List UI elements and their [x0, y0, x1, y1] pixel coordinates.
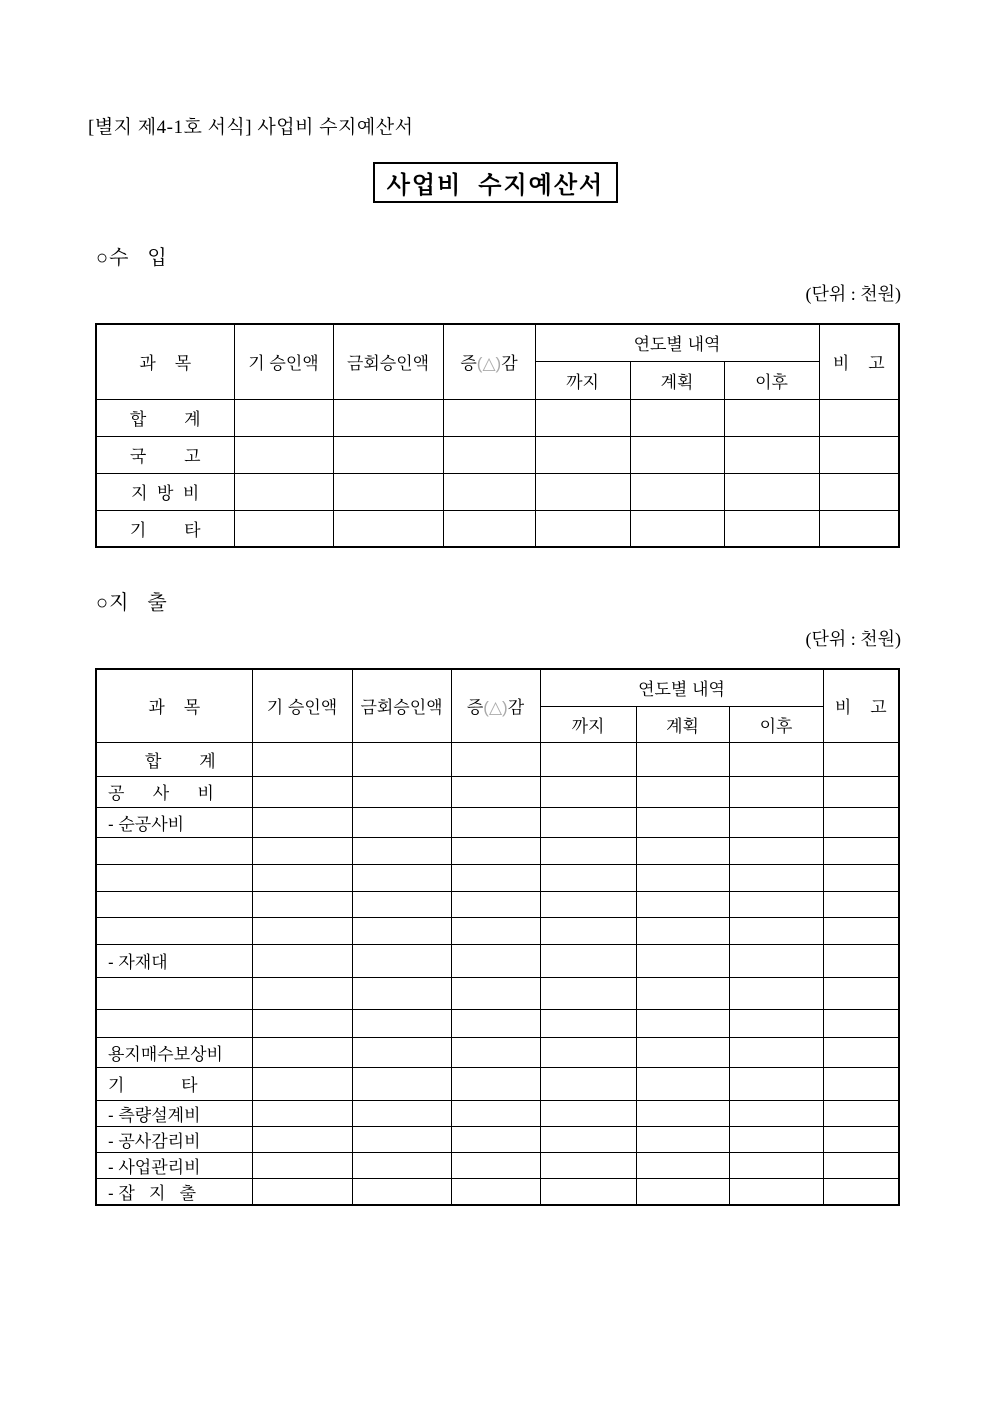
empty-cell — [252, 944, 352, 977]
empty-cell — [636, 837, 729, 864]
empty-cell — [636, 917, 729, 944]
empty-cell — [823, 917, 899, 944]
empty-cell — [540, 1067, 636, 1100]
empty-cell — [443, 510, 535, 547]
table-row — [96, 1037, 899, 1067]
table-row — [96, 1178, 899, 1205]
change-label-post: 감 — [507, 698, 525, 718]
table-row — [96, 473, 899, 510]
empty-cell — [636, 742, 729, 776]
empty-cell — [451, 1100, 540, 1126]
change-label-pre: 증 — [466, 698, 484, 718]
empty-cell — [729, 1126, 823, 1152]
row-label-materials: - 자재대 — [96, 944, 252, 977]
empty-cell — [451, 1037, 540, 1067]
form-reference: [별지 제4-1호 서식] 사업비 수지예산서 — [88, 117, 414, 138]
expense-header-change — [451, 669, 540, 742]
empty-cell — [352, 864, 451, 891]
change-triangle-mark: (△) — [476, 354, 502, 374]
empty-cell — [540, 891, 636, 917]
empty-cell — [451, 1126, 540, 1152]
empty-cell — [729, 1152, 823, 1178]
income-table — [95, 323, 900, 548]
empty-cell — [352, 944, 451, 977]
empty-cell — [352, 776, 451, 807]
table-row — [96, 864, 899, 891]
empty-cell — [234, 510, 333, 547]
empty-cell — [352, 1100, 451, 1126]
empty-cell — [729, 742, 823, 776]
empty-cell — [729, 837, 823, 864]
row-label-construction-cost: 공 사 비 — [96, 776, 252, 807]
empty-cell — [729, 864, 823, 891]
table-row — [96, 1067, 899, 1100]
table-row — [96, 1152, 899, 1178]
row-label-blank — [96, 837, 252, 864]
income-header-prev-approved: 기 승인액 — [234, 324, 333, 399]
empty-cell — [823, 1152, 899, 1178]
empty-cell — [451, 891, 540, 917]
empty-cell — [352, 891, 451, 917]
table-row — [96, 977, 899, 1009]
empty-cell — [823, 1178, 899, 1205]
empty-cell — [443, 399, 535, 436]
empty-cell — [443, 473, 535, 510]
change-label-post: 감 — [501, 354, 518, 374]
empty-cell — [443, 436, 535, 473]
empty-cell — [823, 1100, 899, 1126]
change-triangle-mark: (△) — [483, 698, 508, 718]
empty-cell — [451, 917, 540, 944]
expense-header-prev-approved: 기 승인액 — [252, 669, 352, 742]
empty-cell — [352, 807, 451, 837]
empty-cell — [823, 776, 899, 807]
empty-cell — [252, 1009, 352, 1037]
income-unit-note: (단위 : 천원) — [805, 284, 901, 304]
document-title-box — [373, 162, 618, 203]
empty-cell — [535, 473, 630, 510]
empty-cell — [729, 807, 823, 837]
expense-header-row-top — [96, 669, 899, 706]
row-label-other: 기 타 — [96, 510, 234, 547]
table-row — [96, 436, 899, 473]
expense-header-current-approved: 금회승인액 — [352, 669, 451, 742]
change-label-pre: 증 — [460, 354, 477, 374]
empty-cell — [636, 1126, 729, 1152]
empty-cell — [535, 510, 630, 547]
empty-cell — [636, 891, 729, 917]
table-row — [96, 807, 899, 837]
empty-cell — [724, 473, 819, 510]
empty-cell — [819, 399, 899, 436]
empty-cell — [540, 807, 636, 837]
row-label-misc-expense: - 잡 지 출 — [96, 1178, 252, 1205]
empty-cell — [729, 917, 823, 944]
income-header-until: 까지 — [535, 361, 630, 399]
empty-cell — [252, 742, 352, 776]
empty-cell — [540, 837, 636, 864]
empty-cell — [819, 510, 899, 547]
empty-cell — [451, 776, 540, 807]
row-label-national-treasury: 국 고 — [96, 436, 234, 473]
row-label-blank — [96, 1009, 252, 1037]
empty-cell — [352, 1037, 451, 1067]
table-row — [96, 944, 899, 977]
empty-cell — [451, 1178, 540, 1205]
empty-cell — [630, 473, 724, 510]
row-label-local-funds: 지 방 비 — [96, 473, 234, 510]
empty-cell — [234, 473, 333, 510]
empty-cell — [451, 742, 540, 776]
row-label-blank — [96, 977, 252, 1009]
empty-cell — [636, 1100, 729, 1126]
income-header-remarks: 비 고 — [819, 324, 899, 399]
empty-cell — [333, 510, 443, 547]
row-label-total: 합 계 — [96, 399, 234, 436]
empty-cell — [636, 776, 729, 807]
empty-cell — [630, 510, 724, 547]
empty-cell — [252, 1152, 352, 1178]
empty-cell — [823, 837, 899, 864]
empty-cell — [636, 864, 729, 891]
empty-cell — [352, 742, 451, 776]
row-label-total: 합 계 — [96, 742, 252, 776]
empty-cell — [333, 399, 443, 436]
empty-cell — [540, 944, 636, 977]
empty-cell — [252, 776, 352, 807]
empty-cell — [729, 1178, 823, 1205]
row-label-project-management: - 사업관리비 — [96, 1152, 252, 1178]
empty-cell — [352, 977, 451, 1009]
empty-cell — [729, 1100, 823, 1126]
empty-cell — [823, 1067, 899, 1100]
empty-cell — [540, 776, 636, 807]
empty-cell — [252, 1037, 352, 1067]
empty-cell — [540, 1037, 636, 1067]
empty-cell — [451, 1009, 540, 1037]
table-row — [96, 917, 899, 944]
empty-cell — [352, 1067, 451, 1100]
empty-cell — [540, 977, 636, 1009]
empty-cell — [451, 864, 540, 891]
empty-cell — [819, 473, 899, 510]
empty-cell — [352, 837, 451, 864]
expense-table — [95, 668, 900, 1206]
empty-cell — [540, 864, 636, 891]
row-label-net-construction: - 순공사비 — [96, 807, 252, 837]
empty-cell — [234, 399, 333, 436]
empty-cell — [630, 399, 724, 436]
empty-cell — [252, 1067, 352, 1100]
empty-cell — [535, 436, 630, 473]
empty-cell — [352, 1152, 451, 1178]
row-label-land-compensation: 용지매수보상비 — [96, 1037, 252, 1067]
empty-cell — [823, 807, 899, 837]
table-row — [96, 776, 899, 807]
empty-cell — [252, 1100, 352, 1126]
empty-cell — [252, 837, 352, 864]
empty-cell — [540, 1009, 636, 1037]
expense-header-remarks: 비 고 — [823, 669, 899, 742]
empty-cell — [729, 1067, 823, 1100]
income-header-row-top — [96, 324, 899, 361]
empty-cell — [729, 1037, 823, 1067]
empty-cell — [729, 891, 823, 917]
empty-cell — [540, 1178, 636, 1205]
empty-cell — [823, 977, 899, 1009]
empty-cell — [636, 944, 729, 977]
empty-cell — [823, 1126, 899, 1152]
empty-cell — [823, 1037, 899, 1067]
empty-cell — [451, 977, 540, 1009]
expense-header-category: 과 목 — [96, 669, 252, 742]
empty-cell — [819, 436, 899, 473]
empty-cell — [333, 473, 443, 510]
empty-cell — [252, 1178, 352, 1205]
expense-unit-note: (단위 : 천원) — [805, 629, 901, 649]
empty-cell — [729, 944, 823, 977]
expense-section-heading: ○지 출 — [96, 592, 168, 614]
document-title: 사업비 수지예산서 — [386, 173, 605, 199]
expense-header-yearly-group: 연도별 내역 — [540, 669, 823, 706]
empty-cell — [729, 776, 823, 807]
empty-cell — [535, 399, 630, 436]
table-row — [96, 399, 899, 436]
empty-cell — [636, 1009, 729, 1037]
empty-cell — [451, 807, 540, 837]
empty-cell — [636, 1178, 729, 1205]
empty-cell — [252, 891, 352, 917]
empty-cell — [636, 1037, 729, 1067]
table-row — [96, 510, 899, 547]
empty-cell — [352, 1009, 451, 1037]
empty-cell — [540, 1126, 636, 1152]
table-row — [96, 837, 899, 864]
empty-cell — [636, 1067, 729, 1100]
income-header-after: 이후 — [724, 361, 819, 399]
expense-header-plan: 계획 — [636, 706, 729, 742]
empty-cell — [636, 807, 729, 837]
empty-cell — [724, 510, 819, 547]
empty-cell — [451, 944, 540, 977]
empty-cell — [451, 1152, 540, 1178]
empty-cell — [234, 436, 333, 473]
table-row — [96, 742, 899, 776]
empty-cell — [540, 1152, 636, 1178]
income-header-yearly-group: 연도별 내역 — [535, 324, 819, 361]
empty-cell — [352, 1178, 451, 1205]
empty-cell — [823, 742, 899, 776]
table-row — [96, 1126, 899, 1152]
empty-cell — [630, 436, 724, 473]
empty-cell — [823, 891, 899, 917]
empty-cell — [636, 1152, 729, 1178]
income-section-heading: ○수 입 — [96, 247, 168, 269]
empty-cell — [724, 436, 819, 473]
empty-cell — [252, 1126, 352, 1152]
empty-cell — [252, 864, 352, 891]
empty-cell — [252, 917, 352, 944]
empty-cell — [451, 837, 540, 864]
row-label-blank — [96, 864, 252, 891]
empty-cell — [252, 977, 352, 1009]
table-row — [96, 891, 899, 917]
empty-cell — [540, 742, 636, 776]
income-header-category: 과 목 — [96, 324, 234, 399]
empty-cell — [823, 944, 899, 977]
empty-cell — [729, 1009, 823, 1037]
expense-header-after: 이후 — [729, 706, 823, 742]
empty-cell — [451, 1067, 540, 1100]
empty-cell — [823, 864, 899, 891]
row-label-blank — [96, 917, 252, 944]
table-row — [96, 1100, 899, 1126]
table-row — [96, 1009, 899, 1037]
empty-cell — [823, 1009, 899, 1037]
row-label-blank — [96, 891, 252, 917]
empty-cell — [540, 917, 636, 944]
empty-cell — [724, 399, 819, 436]
empty-cell — [636, 977, 729, 1009]
income-header-current-approved: 금회승인액 — [333, 324, 443, 399]
empty-cell — [352, 917, 451, 944]
empty-cell — [333, 436, 443, 473]
row-label-other: 기 타 — [96, 1067, 252, 1100]
expense-header-until: 까지 — [540, 706, 636, 742]
income-header-plan: 계획 — [630, 361, 724, 399]
empty-cell — [352, 1126, 451, 1152]
row-label-survey-design: - 측량설계비 — [96, 1100, 252, 1126]
row-label-supervision: - 공사감리비 — [96, 1126, 252, 1152]
empty-cell — [540, 1100, 636, 1126]
income-header-change — [443, 324, 535, 399]
empty-cell — [252, 807, 352, 837]
empty-cell — [729, 977, 823, 1009]
